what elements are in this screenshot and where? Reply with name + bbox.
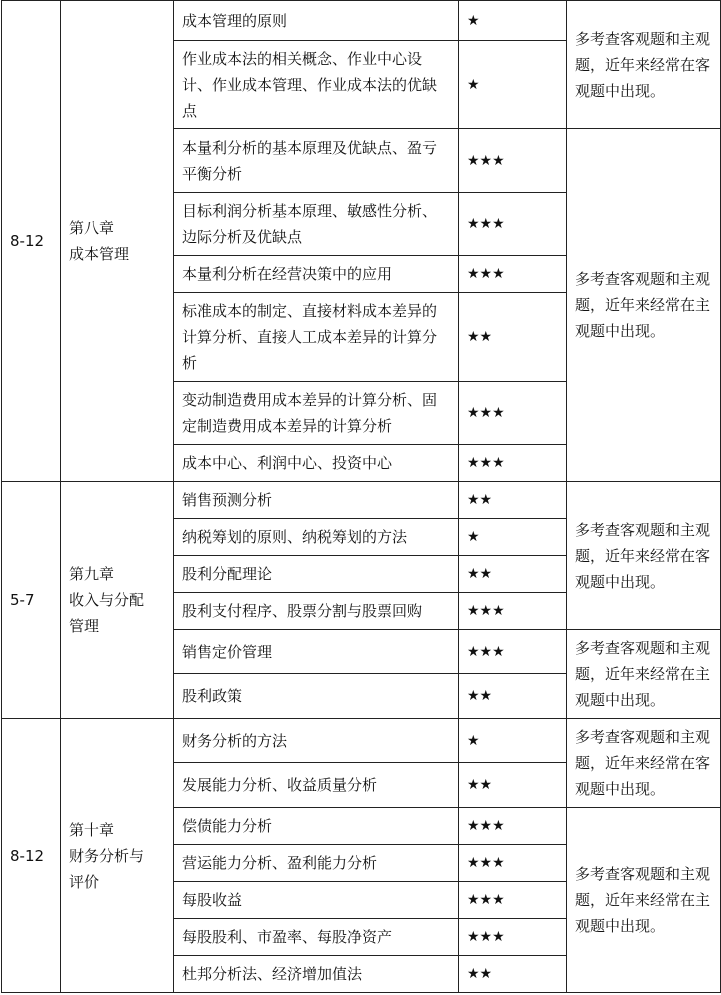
star-rating: ★★ xyxy=(459,763,567,808)
topic-cell: 作业成本法的相关概念、作业中心设计、作业成本管理、作业成本法的优缺点 xyxy=(174,41,459,129)
star-rating: ★ xyxy=(459,1,567,41)
topic-cell: 偿债能力分析 xyxy=(174,808,459,845)
note-cell: 多考查客观题和主观题，近年来经常在客观题中出现。 xyxy=(567,719,721,808)
topic-cell: 发展能力分析、收益质量分析 xyxy=(174,763,459,808)
star-rating: ★★★ xyxy=(459,382,567,445)
topic-cell: 销售预测分析 xyxy=(174,482,459,519)
topic-cell: 杜邦分析法、经济增加值法 xyxy=(174,956,459,993)
star-rating: ★★★ xyxy=(459,129,567,193)
score-range-cell: 8-12 xyxy=(2,1,61,482)
note-cell: 多考查客观题和主观题，近年来经常在主观题中出现。 xyxy=(567,630,721,719)
chapter-number: 第八章 xyxy=(69,219,115,237)
topic-cell: 标准成本的制定、直接材料成本差异的计算分析、直接人工成本差异的计算分析 xyxy=(174,293,459,382)
star-rating: ★★★ xyxy=(459,593,567,630)
table-row xyxy=(2,1,721,41)
star-rating: ★ xyxy=(459,41,567,129)
topic-cell: 成本中心、利润中心、投资中心 xyxy=(174,445,459,482)
topic-cell: 营运能力分析、盈利能力分析 xyxy=(174,845,459,882)
star-rating: ★★★ xyxy=(459,882,567,919)
table-row xyxy=(2,719,721,763)
note-cell: 多考查客观题和主观题，近年来经常在客观题中出现。 xyxy=(567,1,721,129)
topic-cell: 目标利润分析基本原理、敏感性分析、边际分析及优缺点 xyxy=(174,193,459,256)
topic-cell: 本量利分析在经营决策中的应用 xyxy=(174,256,459,293)
chapter-title-cont: 管理 xyxy=(69,617,100,635)
star-rating: ★★★ xyxy=(459,445,567,482)
star-rating: ★★ xyxy=(459,293,567,382)
topic-cell: 股利支付程序、股票分割与股票回购 xyxy=(174,593,459,630)
star-rating: ★★★ xyxy=(459,630,567,674)
topic-cell: 成本管理的原则 xyxy=(174,1,459,41)
table-row xyxy=(2,482,721,519)
star-rating: ★ xyxy=(459,519,567,556)
topic-cell: 纳税筹划的原则、纳税筹划的方法 xyxy=(174,519,459,556)
chapter-cell xyxy=(61,1,174,482)
star-rating: ★★★ xyxy=(459,193,567,256)
star-rating: ★★★ xyxy=(459,845,567,882)
topic-cell: 每股股利、市盈率、每股净资产 xyxy=(174,919,459,956)
chapter-cell xyxy=(61,719,174,993)
chapter-title: 财务分析与 xyxy=(69,846,145,865)
star-rating: ★★★ xyxy=(459,808,567,845)
topic-cell: 每股收益 xyxy=(174,882,459,919)
star-rating: ★★★ xyxy=(459,919,567,956)
star-rating: ★★ xyxy=(459,556,567,593)
star-rating: ★ xyxy=(459,719,567,763)
chapter-number: 第九章 xyxy=(69,565,115,583)
star-rating: ★★ xyxy=(459,482,567,519)
chapter-cell xyxy=(61,482,174,719)
chapter-title: 收入与分配 xyxy=(69,591,145,609)
topic-cell: 财务分析的方法 xyxy=(174,719,459,763)
score-range-cell: 8-12 xyxy=(2,719,61,993)
syllabus-table xyxy=(1,0,721,993)
score-range-cell: 5-7 xyxy=(2,482,61,719)
topic-cell: 股利分配理论 xyxy=(174,556,459,593)
chapter-number: 第十章 xyxy=(69,820,115,839)
chapter-title: 成本管理 xyxy=(69,245,130,263)
topic-cell: 股利政策 xyxy=(174,674,459,719)
topic-cell: 变动制造费用成本差异的计算分析、固定制造费用成本差异的计算分析 xyxy=(174,382,459,445)
note-cell: 多考查客观题和主观题，近年来经常在客观题中出现。 xyxy=(567,482,721,630)
topic-cell: 销售定价管理 xyxy=(174,630,459,674)
note-cell: 多考查客观题和主观题，近年来经常在主观题中出现。 xyxy=(567,129,721,482)
star-rating: ★★ xyxy=(459,674,567,719)
chapter-title-cont: 评价 xyxy=(69,872,100,891)
note-cell: 多考查客观题和主观题，近年来经常在主观题中出现。 xyxy=(567,808,721,993)
star-rating: ★★ xyxy=(459,956,567,993)
topic-cell: 本量利分析的基本原理及优缺点、盈亏平衡分析 xyxy=(174,129,459,193)
star-rating: ★★★ xyxy=(459,256,567,293)
